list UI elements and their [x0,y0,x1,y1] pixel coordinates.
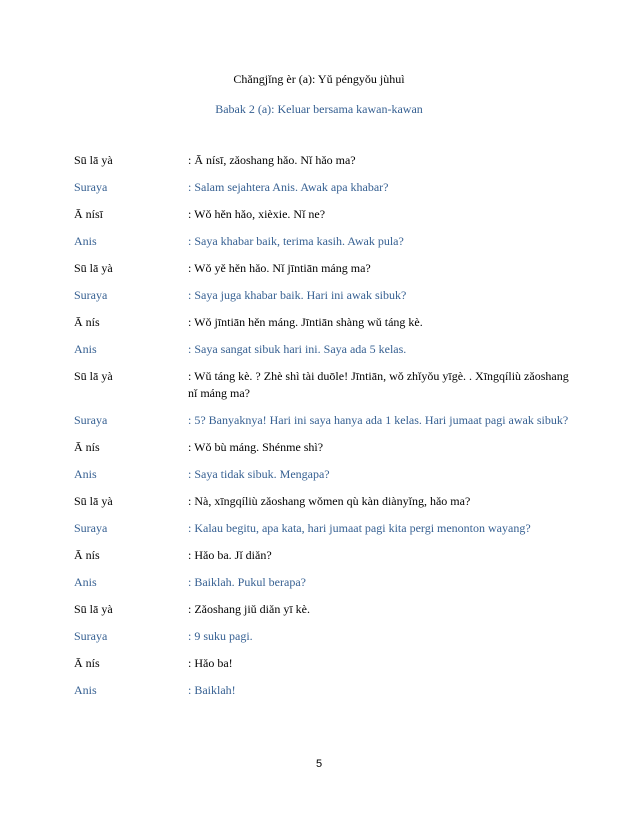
dialogue-line: : Ā nísī, zǎoshang hǎo. Nǐ hǎo ma? [188,153,356,167]
speaker-name: Sū lā yà [74,494,113,508]
title-pinyin: Chǎngjǐng èr (a): Yǔ péngyǒu jùhuì [233,72,405,86]
speaker-name: Suraya [74,180,108,194]
speaker-name: Anis [74,575,97,589]
speaker-name: Sū lā yà [74,261,113,275]
dialogue-row [74,547,574,564]
dialogue-line: : Saya tidak sibuk. Mengapa? [188,467,330,481]
speaker-name: Anis [74,234,97,248]
speaker-name: Anis [74,342,97,356]
dialogue-row [74,314,574,331]
dialogue-row [74,206,574,223]
dialogue-line: : Saya khabar baik, terima kasih. Awak pula? [188,234,404,248]
speaker-name: Suraya [74,288,108,302]
dialogue-row [74,574,574,591]
dialogue-row [74,601,574,618]
dialogue-line: : Wǔ táng kè. ? Zhè shì tài duōle! Jīntiān, wǒ zhǐyǒu yīgè. . Xīngqíliù zǎoshang nǐ máng ma? [188,369,569,400]
dialogue-line: : Saya juga khabar baik. Hari ini awak sibuk? [188,288,407,302]
dialogue-row [74,233,574,250]
dialogue-list [74,152,574,709]
speaker-name: Ā nísī [74,207,104,221]
dialogue-row [74,682,574,699]
dialogue-line: : 5? Banyaknya! Hari ini saya hanya ada 1 kelas. Hari jumaat pagi awak sibuk? [188,413,569,427]
dialogue-line: : Baiklah. Pukul berapa? [188,575,306,589]
dialogue-line: : Wǒ yě hěn hǎo. Nǐ jīntiān máng ma? [188,261,371,275]
dialogue-row [74,493,574,510]
speaker-name: Sū lā yà [74,602,113,616]
speaker-name: Sū lā yà [74,369,113,383]
dialogue-line: : Wǒ hěn hǎo, xièxie. Nǐ ne? [188,207,326,221]
dialogue-row [74,179,574,196]
dialogue-row [74,655,574,672]
speaker-name: Sū lā yà [74,153,113,167]
speaker-name: Ā nís [74,440,100,454]
dialogue-row [74,412,574,429]
dialogue-line: : Hǎo ba! [188,656,233,670]
speaker-name: Ā nís [74,548,100,562]
dialogue-row [74,439,574,456]
dialogue-line: : Wǒ bù máng. Shénme shì? [188,440,324,454]
speaker-name: Anis [74,683,97,697]
dialogue-row [74,368,574,402]
dialogue-line: : Zǎoshang jiǔ diǎn yī kè. [188,602,310,616]
dialogue-line: : Kalau begitu, apa kata, hari jumaat pagi kita pergi menonton wayang? [188,521,531,535]
dialogue-line: : Hǎo ba. Jǐ diǎn? [188,548,272,562]
dialogue-row [74,152,574,169]
dialogue-line: : 9 suku pagi. [188,629,253,643]
dialogue-row [74,628,574,645]
dialogue-row [74,466,574,483]
speaker-name: Ā nís [74,315,100,329]
speaker-name: Anis [74,467,97,481]
dialogue-line: : Saya sangat sibuk hari ini. Saya ada 5 kelas. [188,342,407,356]
dialogue-line: : Baiklah! [188,683,236,697]
dialogue-line: : Wǒ jīntiān hěn máng. Jīntiān shàng wǔ táng kè. [188,315,423,329]
title-malay: Babak 2 (a): Keluar bersama kawan-kawan [215,102,423,116]
speaker-name: Suraya [74,521,108,535]
dialogue-line: : Nà, xīngqíliù zǎoshang wǒmen qù kàn diànyǐng, hǎo ma? [188,494,471,508]
dialogue-row [74,341,574,358]
dialogue-row [74,520,574,537]
dialogue-line: : Salam sejahtera Anis. Awak apa khabar? [188,180,389,194]
dialogue-row [74,260,574,277]
speaker-name: Suraya [74,629,108,643]
speaker-name: Suraya [74,413,108,427]
page-number: 5 [315,758,323,770]
dialogue-row [74,287,574,304]
speaker-name: Ā nís [74,656,100,670]
